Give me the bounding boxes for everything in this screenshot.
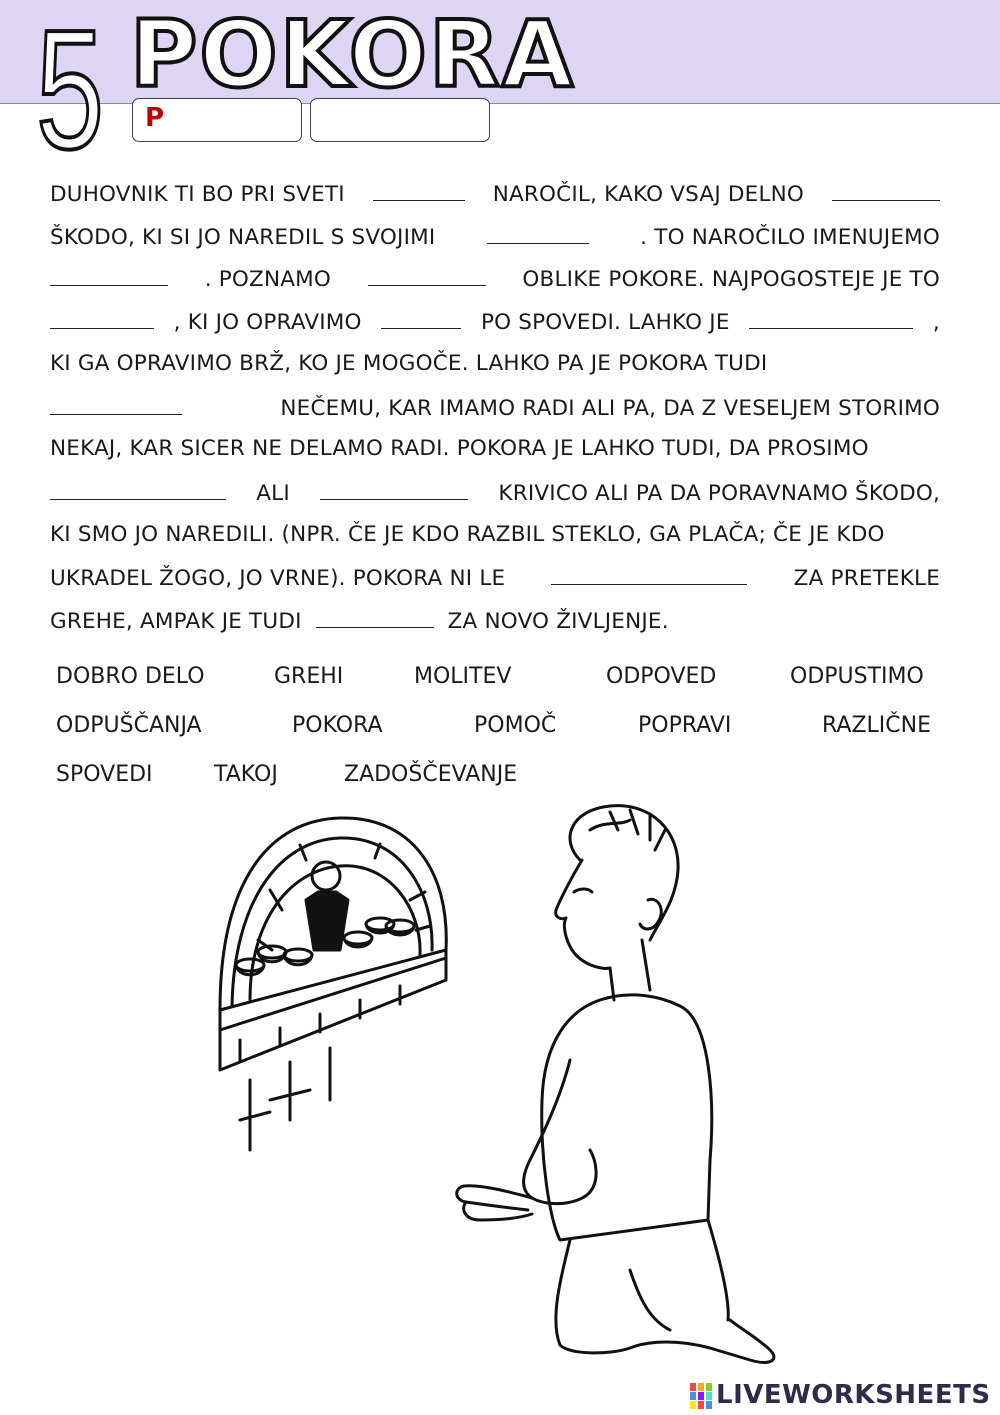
paragraph-line (50, 564, 940, 594)
paragraph-line (50, 180, 940, 210)
paragraph-text: DUHOVNIK TI BO PRI SVETI (50, 182, 345, 207)
answer-blank[interactable] (50, 394, 182, 415)
word-bank-item: MOLITEV (414, 664, 512, 689)
answer-field-1[interactable] (132, 98, 302, 142)
paragraph-text: ŠKODO, KI SI JO NAREDIL S SVOJIMI (50, 224, 436, 250)
word-bank-item: ODPOVED (606, 664, 717, 689)
paragraph-line (50, 351, 940, 381)
paragraph-line (50, 394, 940, 424)
paragraph-line (50, 522, 940, 552)
paragraph-text: KI SMO JO NAREDILI. (NPR. ČE JE KDO RAZBIL STEKLO, GA PLAČA; ČE JE KDO (50, 521, 885, 547)
answer-blank[interactable] (50, 479, 226, 500)
word-bank-row (56, 713, 936, 743)
paragraph-text: OBLIKE POKORE. NAJPOGOSTEJE JE TO (522, 267, 940, 293)
paragraph-line (50, 265, 940, 295)
brand-mark-icon (690, 1383, 712, 1409)
paragraph-text: , KI JO OPRAVIMO (173, 310, 362, 336)
paragraph-line (50, 607, 940, 637)
answer-blank[interactable] (381, 308, 461, 329)
answer-blank[interactable] (320, 479, 468, 500)
word-bank-item: POKORA (292, 713, 383, 738)
answer-blank[interactable] (316, 607, 434, 628)
paragraph-text: KI GA OPRAVIMO BRŽ, KO JE MOGOČE. LAHKO PA JE POKORA TUDI (50, 350, 768, 376)
lesson-number (30, 8, 110, 168)
paragraph-text: GREHE, AMPAK JE TUDI (50, 609, 302, 634)
answer-blank[interactable] (487, 223, 589, 244)
answer-blank[interactable] (50, 265, 168, 286)
answer-blank[interactable] (551, 564, 747, 585)
word-bank-item: POMOČ (474, 713, 557, 738)
praying-boy-illustration (210, 800, 810, 1380)
paragraph-line (50, 223, 940, 253)
brand-logo (690, 1380, 990, 1410)
page-title (128, 6, 598, 96)
answer-blank[interactable] (50, 308, 154, 329)
answer-blank[interactable] (832, 180, 940, 201)
word-bank-item: POPRAVI (638, 713, 732, 738)
paragraph-text: . POZNAMO (204, 267, 332, 293)
answer-blank[interactable] (368, 265, 486, 286)
answer-field-2[interactable] (310, 98, 490, 142)
paragraph-text: ALI (256, 480, 290, 506)
word-bank-item: GREHI (274, 664, 344, 689)
paragraph-text: PO SPOVEDI. LAHKO JE (480, 310, 730, 336)
word-bank-item: ODPUSTIMO (790, 664, 924, 689)
paragraph-text: ZA NOVO ŽIVLJENJE. (447, 609, 669, 634)
paragraph-text: NEČEMU, KAR IMAMO RADI ALI PA, DA Z VESELJEM STORIMO (280, 395, 940, 421)
paragraph-text: ZA PRETEKLE (793, 566, 940, 592)
brand-name: LIVEWORKSHEETS (716, 1380, 991, 1410)
word-bank-item: TAKOJ (214, 762, 278, 787)
paragraph-text: . TO NAROČILO IMENUJEMO (640, 224, 940, 250)
paragraph-line (50, 308, 940, 338)
answer-blank[interactable] (373, 180, 465, 201)
svg-text:5: 5 (35, 8, 105, 168)
paragraph-line (50, 479, 940, 509)
word-bank-item: RAZLIČNE (822, 713, 931, 738)
paragraph-line (50, 436, 940, 466)
paragraph-text: NAROČIL, KAKO VSAJ DELNO (492, 182, 805, 207)
paragraph-text: UKRADEL ŽOGO, JO VRNE). POKORA NI LE (50, 566, 506, 592)
word-bank-row (56, 762, 936, 792)
svg-text:POKORA: POKORA (130, 6, 576, 96)
answer-blank[interactable] (749, 308, 913, 329)
paragraph-text: KRIVICO ALI PA DA PORAVNAMO ŠKODO, (498, 480, 940, 506)
word-bank-item: SPOVEDI (56, 762, 153, 787)
field-letter: P (145, 103, 165, 133)
paragraph-text: NEKAJ, KAR SICER NE DELAMO RADI. POKORA JE LAHKO TUDI, DA PROSIMO (50, 436, 869, 462)
word-bank-item: DOBRO DELO (56, 664, 205, 689)
word-bank-row (56, 664, 936, 694)
word-bank-item: ZADOŠČEVANJE (344, 762, 518, 787)
paragraph-text: , (932, 310, 940, 336)
word-bank-item: ODPUŠČANJA (56, 713, 202, 738)
